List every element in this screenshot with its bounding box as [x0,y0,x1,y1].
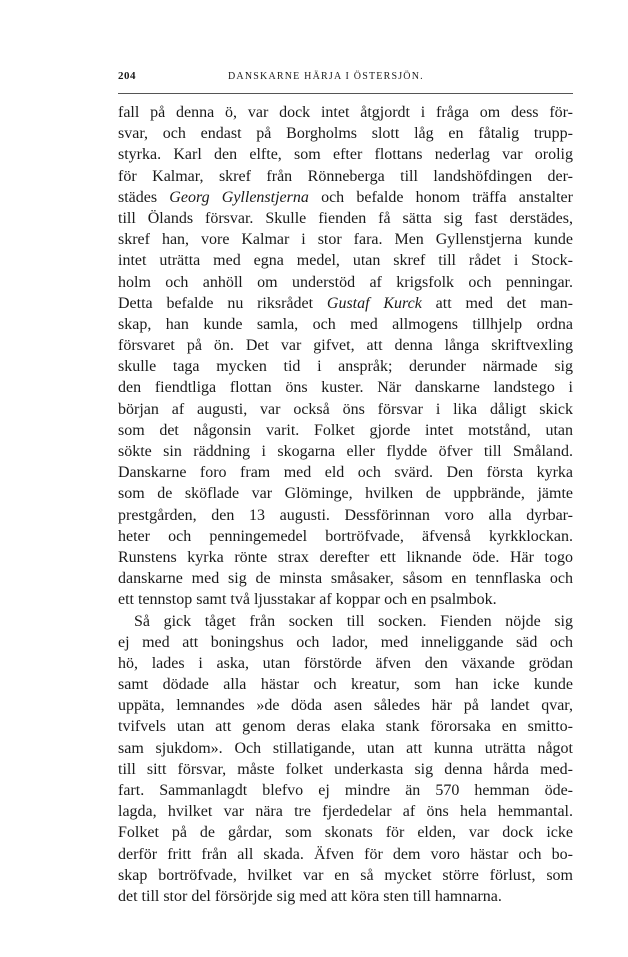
text-segment: städes [118,188,170,206]
text-segment: sökte sin räddning i skogarna eller flydde öfver till Småland. [118,443,573,460]
text-segment: Runstens kyrka rönte strax derefter ett liknande öde. Här togo [118,548,573,566]
text-segment: fall på denna ö, var dock intet åtgjordt i fråga om dess för- [118,104,573,121]
text-line [118,780,573,801]
italic-name: Gustaf Kurck [326,294,422,312]
text-line [118,356,573,377]
text-segment: samt dödade alla hästar och kreatur, som han icke kunde [118,676,573,694]
text-segment: till Ölands försvar. Skulle fienden få sätta sig fast derstädes, [118,209,573,227]
text-line [118,187,573,208]
text-segment: Folket på de gårdar, som skonats för elden, var dock icke [118,824,573,842]
text-segment: att med det man- [421,294,573,312]
page-number: 204 [118,70,136,82]
text-segment: skap bortröfvade, hvilket var en så mycket större förlust, som [118,866,573,884]
text-segment: och befalde honom träffa anstalter [308,188,573,206]
text-line [118,801,573,822]
text-segment: den fiendtliga flottan öns kuster. När danskarne landstego i [118,379,573,397]
text-line [118,483,573,504]
text-segment: sam sjukdom». Och stillatigande, utan att kunna uträtta något [118,739,573,757]
text-line [118,272,573,293]
text-line [118,462,573,483]
text-segment: Detta befalde nu riksrådet [118,294,327,312]
text-line [118,589,573,610]
text-line [118,865,573,886]
text-line [118,335,573,356]
text-line [118,102,573,123]
text-line [118,441,573,462]
text-line [118,822,573,843]
text-line [118,314,573,335]
text-line [118,229,573,250]
text-segment: heter och penningemedel bortröfvade, äfvenså kyrkklockan. [118,527,573,545]
text-line [118,759,573,780]
text-segment: skap, han kunde samla, och med allmogens tillhjelp ordna [118,315,573,333]
text-line [118,547,573,568]
running-head-title: DANSKARNE HÄRJA I ÖSTERSJÖN. [228,71,424,82]
text-line [118,293,573,314]
text-line [118,738,573,759]
text-segment: till sitt försvar, måste folket underkasta sig denna hårda med- [118,760,573,778]
text-line [118,166,573,187]
text-line [118,526,573,547]
text-line [118,632,573,653]
text-line [118,611,573,632]
text-line [118,674,573,695]
text-line [118,844,573,865]
text-line [118,716,573,737]
text-segment: för Kalmar, skref från Rönneberga till landshöfdingen der- [118,167,573,185]
body-text [118,102,573,907]
text-line [118,123,573,144]
text-segment: tvifvels utan att genom deras elaka stank förorsaka en smitto- [118,718,573,736]
text-segment: skulle taga mycken tid i anspråk; derunder närmade sig [118,358,573,376]
text-segment: försvaret på ön. Det var gifvet, att denna långa skriftvexling [118,337,573,355]
text-segment: svar, och endast på Borgholms slott låg en fåtalig trupp- [118,125,573,143]
text-line [118,653,573,674]
text-segment: danskarne med sig de minsta småsaker, såsom en tennflaska och [118,570,573,588]
text-line [118,144,573,165]
header-rule [118,93,573,94]
text-line [118,377,573,398]
running-head [118,70,573,90]
text-segment: uppäta, lemnandes »de döda asen således här på landet qvar, [118,697,573,715]
text-segment: början af augusti, var också öns försvar i lika dåligt skick [118,400,573,418]
text-segment: derför fritt från all skada. Äfven för dem voro hästar och bo- [118,845,573,863]
italic-name: Georg Gyllenstjerna [169,188,309,206]
text-segment: ett tennstop samt två ljusstakar af koppar och en psalmbok. [118,591,497,609]
text-segment: skref han, vore Kalmar i stor fara. Men Gyllenstjerna kunde [118,231,573,249]
text-line [118,420,573,441]
text-line [118,399,573,420]
text-segment: det till stor del försörjde sig med att köra sten till hamnarna. [118,887,502,905]
text-line [118,695,573,716]
text-segment: fart. Sammanlagdt blefvo ej mindre än 570 hemman öde- [118,782,573,799]
text-segment: holm och anhöll om understöd af krigsfolk och penningar. [118,273,573,291]
text-segment: ej med att boningshus och lador, med inneliggande säd och [118,633,573,651]
text-line [118,568,573,589]
text-segment: som det någonsin varit. Folket gjorde intet motstånd, utan [118,421,573,439]
text-segment: som de sköflade var Glöminge, hvilken de uppbrände, jämte [118,485,573,503]
text-line [118,208,573,229]
text-segment: lagda, hvilket var nära tre fjerdedelar af öns hela hemmantal. [118,803,573,821]
text-segment: hö, lades i aska, utan förstörde äfven den växande grödan [118,654,573,672]
text-line [118,886,573,907]
text-segment: Så gick tåget från socken till socken. Fienden nöjde sig [134,612,573,630]
text-segment: styrka. Karl den elfte, som efter flottans nederlag var orolig [118,146,573,164]
text-line [118,505,573,526]
text-segment: Danskarne foro fram med eld och svärd. Den första kyrka [118,464,573,482]
text-segment: intet uträtta med egna medel, utan skref till rådet i Stock- [118,252,573,270]
text-segment: prestgården, den 13 augusti. Dessförinnan voro alla dyrbar- [118,506,573,524]
text-line [118,250,573,271]
